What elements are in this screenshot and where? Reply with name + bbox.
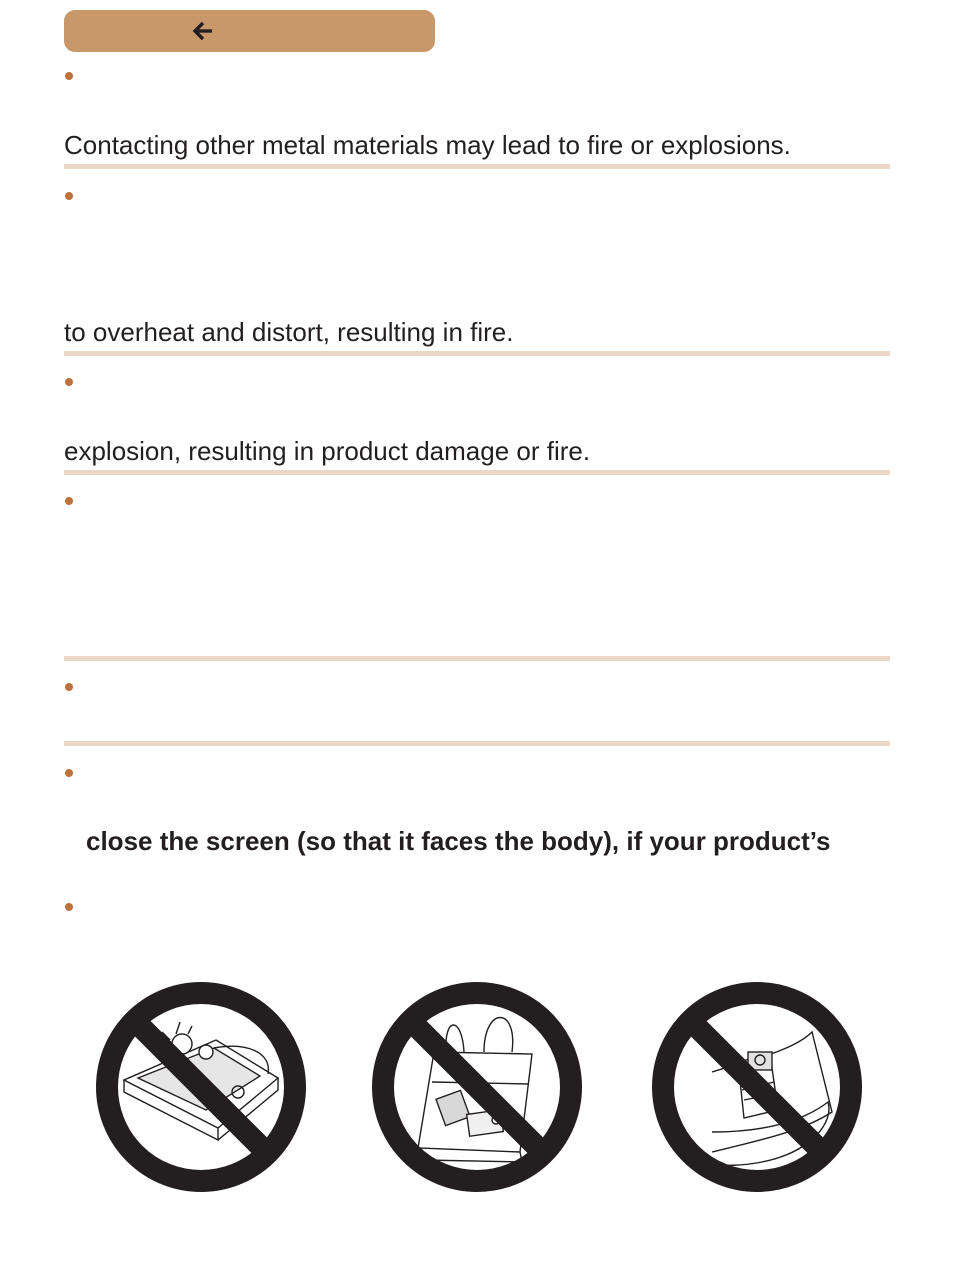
left-arrow-icon[interactable] bbox=[192, 20, 214, 42]
bullet-4 bbox=[65, 497, 73, 505]
prohibited-pocket-icon bbox=[652, 982, 862, 1192]
bullet-2 bbox=[65, 192, 73, 200]
bullet-1 bbox=[65, 72, 73, 80]
item-3-text: explosion, resulting in product damage or fire. bbox=[64, 436, 591, 466]
bullet-6 bbox=[65, 769, 73, 777]
divider-2 bbox=[64, 351, 890, 356]
item-2-text: to overheat and distort, resulting in fire. bbox=[64, 317, 514, 347]
prohibited-camera-strap-icon bbox=[96, 982, 306, 1192]
item-6-text: close the screen (so that it faces the body), if your product’s bbox=[86, 826, 831, 856]
item-1-text: Contacting other metal materials may lead to fire or explosions. bbox=[64, 130, 791, 160]
divider-1 bbox=[64, 164, 890, 169]
prohibited-bag-icon bbox=[372, 982, 582, 1192]
divider-4 bbox=[64, 656, 890, 661]
back-nav-bar[interactable] bbox=[64, 10, 435, 52]
divider-5 bbox=[64, 741, 890, 746]
bullet-5 bbox=[65, 683, 73, 691]
bullet-3 bbox=[65, 378, 73, 386]
divider-3 bbox=[64, 470, 890, 475]
bullet-7 bbox=[65, 903, 73, 911]
